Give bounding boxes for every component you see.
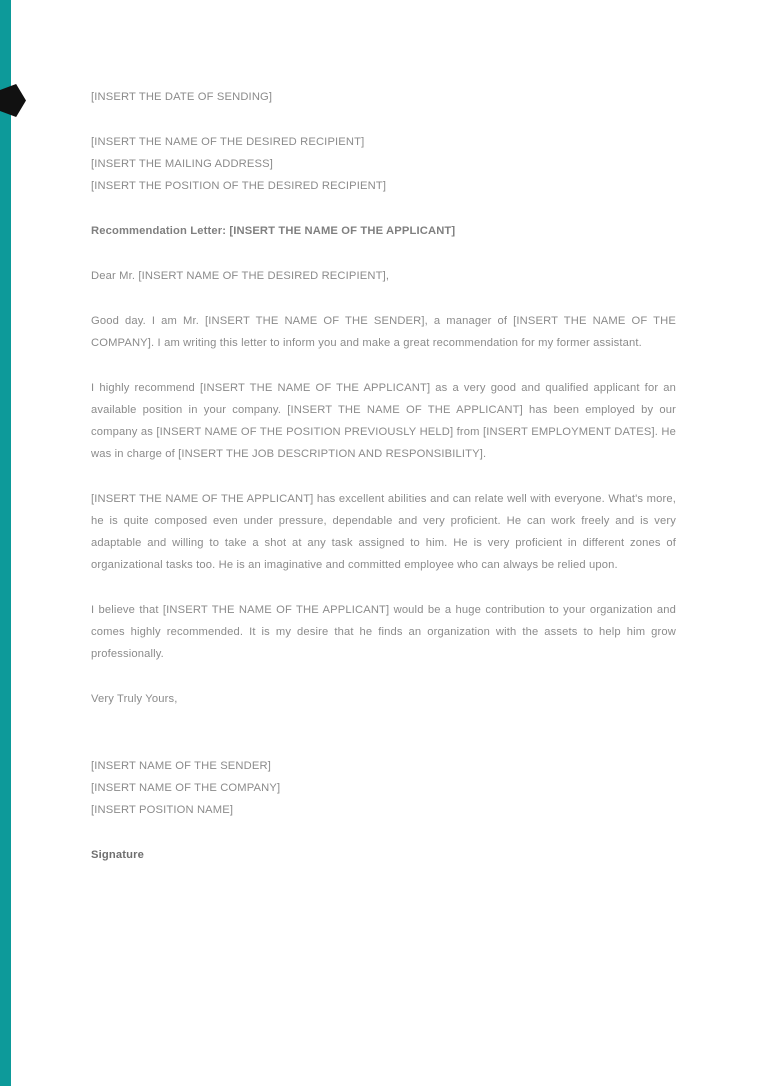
sender-name: [INSERT NAME OF THE SENDER] (91, 760, 271, 772)
spacer (91, 108, 676, 131)
spacer (91, 665, 676, 688)
spacer (91, 354, 676, 377)
signature-space (91, 710, 676, 755)
body-paragraph-1: Good day. I am Mr. [INSERT THE NAME OF THE SENDER], a manager of [INSERT THE NAME OF THE COMPANY]. I am writing this letter to inform you and make a great recommendation for my former assistant. (91, 315, 676, 349)
sender-position: [INSERT POSITION NAME] (91, 804, 234, 816)
spacer (91, 576, 676, 599)
spacer (91, 821, 676, 844)
body-paragraph-3: [INSERT THE NAME OF THE APPLICANT] has excellent abilities and can relate well with everyone. What's more, he is quite composed even under pressure, dependable and very proficient. He can work freely and is very adaptable and willing to take a shot at any task assigned to him. He is very proficient in different zones of organizational tasks too. He is an imaginative and committed employee who can always be relied upon. (91, 493, 676, 571)
hexagon-marker-icon (0, 84, 26, 117)
left-accent-bar (0, 0, 11, 1086)
recipient-block (91, 131, 676, 197)
recipient-address: [INSERT THE MAILING ADDRESS] (91, 158, 274, 170)
body-paragraph-2: I highly recommend [INSERT THE NAME OF THE APPLICANT] as a very good and qualified applicant for an available position in your company. [INSERT THE NAME OF THE APPLICANT] has been employed by our company as [INSERT NAME OF THE POSITION PREVIOUSLY HELD] from [INSERT EMPLOYMENT DATES]. He was in charge of [INSERT THE JOB DESCRIPTION AND RESPONSIBILITY]. (91, 382, 676, 460)
signature-label: Signature (91, 849, 144, 861)
spacer (91, 287, 676, 310)
subject-line: Recommendation Letter: [INSERT THE NAME OF THE APPLICANT] (91, 225, 456, 237)
date-line: [INSERT THE DATE OF SENDING] (91, 91, 273, 103)
letter-body (91, 86, 676, 866)
spacer (91, 465, 676, 488)
closing-line: Very Truly Yours, (91, 693, 178, 705)
spacer (91, 242, 676, 265)
spacer (91, 197, 676, 220)
recipient-position: [INSERT THE POSITION OF THE DESIRED RECIPIENT] (91, 180, 387, 192)
recipient-name: [INSERT THE NAME OF THE DESIRED RECIPIENT] (91, 136, 365, 148)
body-paragraph-4: I believe that [INSERT THE NAME OF THE APPLICANT] would be a huge contribution to your organization and comes highly recommended. It is my desire that he finds an organization with the assets to help him grow professionally. (91, 604, 676, 660)
sender-company: [INSERT NAME OF THE COMPANY] (91, 782, 281, 794)
sender-block (91, 755, 676, 821)
salutation: Dear Mr. [INSERT NAME OF THE DESIRED RECIPIENT], (91, 270, 390, 282)
